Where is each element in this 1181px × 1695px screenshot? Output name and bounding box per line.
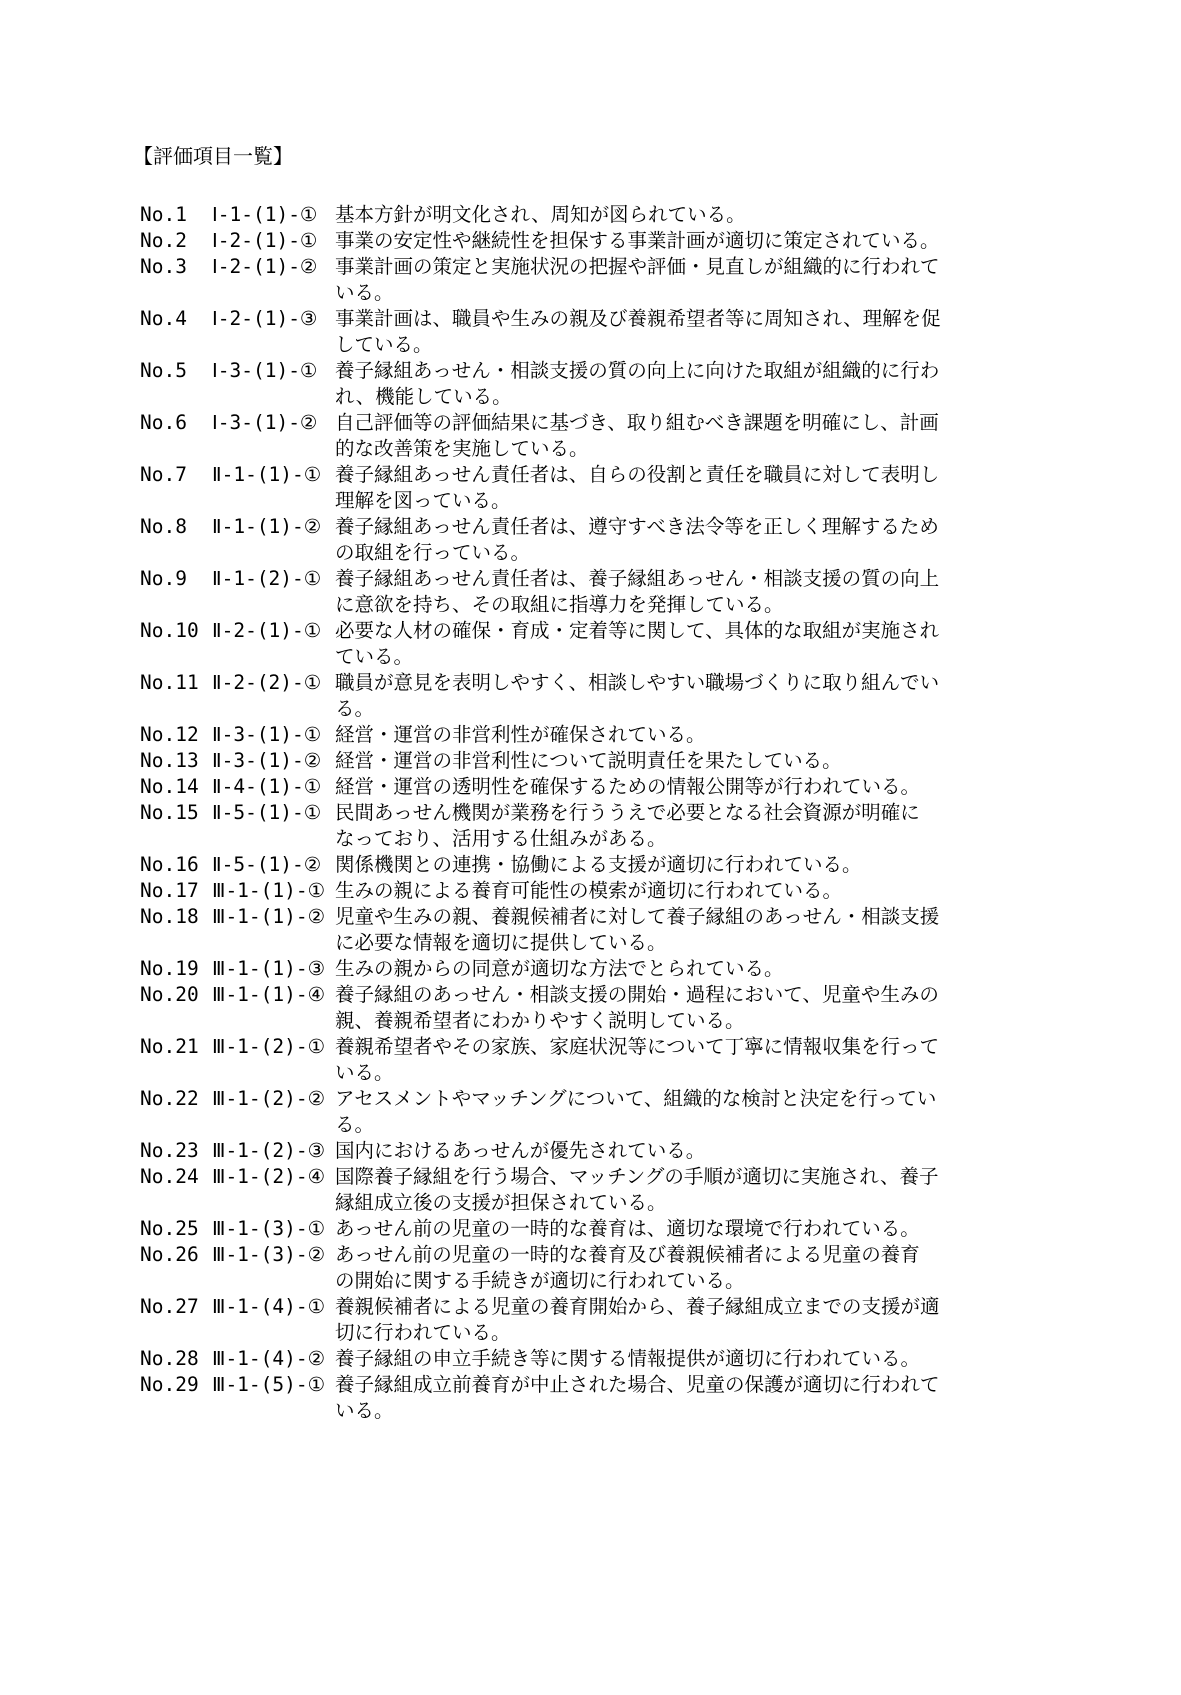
item-code: Ⅱ-3-(1)-① xyxy=(212,723,322,746)
item-number: No.21 xyxy=(140,1035,199,1058)
evaluation-item xyxy=(140,306,980,358)
item-code: Ⅲ-1-(2)-② xyxy=(212,1087,326,1110)
item-description xyxy=(335,1086,980,1138)
item-description xyxy=(335,800,980,852)
evaluation-item xyxy=(140,904,980,956)
item-description-line: いる。 xyxy=(335,281,394,304)
item-number: No.3 xyxy=(140,255,187,278)
evaluation-item xyxy=(140,618,980,670)
item-description-line: なっており、活用する仕組みがある。 xyxy=(335,827,667,850)
item-code: Ⅱ-1-(2)-① xyxy=(212,567,322,590)
item-description xyxy=(335,1346,980,1372)
item-code: Ⅲ-1-(1)-① xyxy=(212,879,326,902)
item-description xyxy=(335,1034,980,1086)
item-description xyxy=(335,1164,980,1216)
item-number: No.5 xyxy=(140,359,187,382)
item-description-line: 経営・運営の非営利性が確保されている。 xyxy=(335,723,706,746)
item-description xyxy=(335,228,980,254)
item-description-line: 自己評価等の評価結果に基づき、取り組むべき課題を明確にし、計画 xyxy=(335,411,939,434)
item-number: No.11 xyxy=(140,671,199,694)
evaluation-item xyxy=(140,566,980,618)
item-description-line: 経営・運営の非営利性について説明責任を果たしている。 xyxy=(335,749,842,772)
evaluation-item xyxy=(140,1294,980,1346)
item-description xyxy=(335,904,980,956)
item-code: Ⅱ-4-(1)-① xyxy=(212,775,322,798)
item-number: No.4 xyxy=(140,307,187,330)
item-description xyxy=(335,358,980,410)
item-code: Ⅲ-1-(4)-① xyxy=(212,1295,326,1318)
item-description xyxy=(335,514,980,566)
evaluation-item xyxy=(140,228,980,254)
item-description-line: 養子縁組あっせん責任者は、養子縁組あっせん・相談支援の質の向上 xyxy=(335,567,940,590)
item-description xyxy=(335,618,980,670)
item-description-line: 養子縁組のあっせん・相談支援の開始・過程において、児童や生みの xyxy=(335,983,939,1006)
item-code: Ⅲ-1-(2)-① xyxy=(212,1035,326,1058)
evaluation-item xyxy=(140,1086,980,1138)
item-code: Ⅰ-3-(1)-① xyxy=(212,359,318,382)
item-code: Ⅱ-2-(2)-① xyxy=(212,671,322,694)
item-description-line: 生みの親からの同意が適切な方法でとられている。 xyxy=(335,957,784,980)
item-description-line: 生みの親による養育可能性の模索が適切に行われている。 xyxy=(335,879,843,902)
item-number: No.20 xyxy=(140,983,199,1006)
item-description xyxy=(335,956,980,982)
item-description-line: 養子縁組成立前養育が中止された場合、児童の保護が適切に行われて xyxy=(335,1373,940,1396)
item-code: Ⅰ-2-(1)-① xyxy=(212,229,318,252)
evaluation-item xyxy=(140,878,980,904)
evaluation-item xyxy=(140,1346,980,1372)
item-code: Ⅱ-1-(1)-② xyxy=(212,515,322,538)
item-description xyxy=(335,462,980,514)
item-description-line: 関係機関との連携・協働による支援が適切に行われている。 xyxy=(335,853,862,876)
item-description-line: 的な改善策を実施している。 xyxy=(335,437,589,460)
item-code: Ⅲ-1-(2)-③ xyxy=(212,1139,326,1162)
evaluation-item xyxy=(140,748,980,774)
item-description xyxy=(335,878,980,904)
document-title: 【評価項目一覧】 xyxy=(133,144,293,168)
item-code: Ⅱ-5-(1)-② xyxy=(212,853,322,876)
item-description-line: 基本方針が明文化され、周知が図られている。 xyxy=(335,203,746,226)
item-number: No.9 xyxy=(140,567,187,590)
evaluation-item xyxy=(140,1216,980,1242)
item-number: No.15 xyxy=(140,801,199,824)
item-description-line: 理解を図っている。 xyxy=(335,489,511,512)
item-number: No.7 xyxy=(140,463,187,486)
item-description xyxy=(335,722,980,748)
evaluation-item xyxy=(140,202,980,228)
item-code: Ⅰ-2-(1)-② xyxy=(212,255,318,278)
item-description-line: る。 xyxy=(335,1113,375,1136)
item-description xyxy=(335,202,980,228)
item-number: No.22 xyxy=(140,1087,199,1110)
item-code: Ⅲ-1-(1)-② xyxy=(212,905,326,928)
item-number: No.17 xyxy=(140,879,199,902)
item-number: No.19 xyxy=(140,957,199,980)
item-number: No.25 xyxy=(140,1217,199,1240)
item-description-line: 事業計画は、職員や生みの親及び養親希望者等に周知され、理解を促 xyxy=(335,307,941,330)
item-description-line: る。 xyxy=(335,697,375,720)
evaluation-item xyxy=(140,1164,980,1216)
item-description-line: いる。 xyxy=(335,1061,394,1084)
item-number: No.16 xyxy=(140,853,199,876)
item-description-line: の取組を行っている。 xyxy=(335,541,531,564)
item-description-line: いる。 xyxy=(335,1399,394,1422)
item-description-line: 国際養子縁組を行う場合、マッチングの手順が適切に実施され、養子 xyxy=(335,1165,939,1188)
item-code: Ⅰ-2-(1)-③ xyxy=(212,307,318,330)
item-description-line: 縁組成立後の支援が担保されている。 xyxy=(335,1191,667,1214)
item-number: No.24 xyxy=(140,1165,199,1188)
item-code: Ⅰ-1-(1)-① xyxy=(212,203,318,226)
item-description-line: 必要な人材の確保・育成・定着等に関して、具体的な取組が実施され xyxy=(335,619,940,642)
item-code: Ⅱ-3-(1)-② xyxy=(212,749,322,772)
item-code: Ⅱ-1-(1)-① xyxy=(212,463,322,486)
item-number: No.26 xyxy=(140,1243,199,1266)
item-description-line: アセスメントやマッチングについて、組織的な検討と決定を行ってい xyxy=(335,1087,937,1110)
evaluation-item xyxy=(140,410,980,462)
item-description-line: れ、機能している。 xyxy=(335,385,512,408)
item-description-line: 養子縁組あっせん・相談支援の質の向上に向けた取組が組織的に行わ xyxy=(335,359,940,382)
item-code: Ⅲ-1-(3)-② xyxy=(212,1243,326,1266)
evaluation-item xyxy=(140,982,980,1034)
evaluation-item xyxy=(140,254,980,306)
item-description-line: ている。 xyxy=(335,645,414,668)
evaluation-item xyxy=(140,1372,980,1424)
item-description-line: 民間あっせん機関が業務を行ううえで必要となる社会資源が明確に xyxy=(335,801,920,824)
item-code: Ⅲ-1-(3)-① xyxy=(212,1217,326,1240)
item-code: Ⅲ-1-(1)-③ xyxy=(212,957,326,980)
item-description xyxy=(335,982,980,1034)
item-description xyxy=(335,1138,980,1164)
item-description-line: 養親希望者やその家族、家庭状況等について丁寧に情報収集を行って xyxy=(335,1035,940,1058)
item-description xyxy=(335,410,980,462)
item-description xyxy=(335,1216,980,1242)
item-description-line: 事業計画の策定と実施状況の把握や評価・見直しが組織的に行われて xyxy=(335,255,940,278)
item-description-line: 職員が意見を表明しやすく、相談しやすい職場づくりに取り組んでい xyxy=(335,671,940,694)
item-description-line: に必要な情報を適切に提供している。 xyxy=(335,931,667,954)
evaluation-item xyxy=(140,514,980,566)
item-description-line: 親、養親希望者にわかりやすく説明している。 xyxy=(335,1009,745,1032)
item-description-line: 経営・運営の透明性を確保するための情報公開等が行われている。 xyxy=(335,775,921,798)
item-code: Ⅲ-1-(5)-① xyxy=(212,1373,326,1396)
item-description xyxy=(335,306,980,358)
item-number: No.18 xyxy=(140,905,199,928)
item-code: Ⅱ-5-(1)-① xyxy=(212,801,322,824)
item-description-line: 切に行われている。 xyxy=(335,1321,511,1344)
item-description-line: 児童や生みの親、養親候補者に対して養子縁組のあっせん・相談支援 xyxy=(335,905,940,928)
evaluation-item xyxy=(140,1034,980,1086)
item-code: Ⅱ-2-(1)-① xyxy=(212,619,322,642)
item-description-line: 養子縁組あっせん責任者は、自らの役割と責任を職員に対して表明し xyxy=(335,463,940,486)
item-number: No.14 xyxy=(140,775,199,798)
item-number: No.28 xyxy=(140,1347,199,1370)
item-description xyxy=(335,566,980,618)
item-description xyxy=(335,1242,980,1294)
item-code: Ⅲ-1-(4)-② xyxy=(212,1347,326,1370)
item-number: No.2 xyxy=(140,229,187,252)
item-code: Ⅰ-3-(1)-② xyxy=(212,411,318,434)
evaluation-item xyxy=(140,1242,980,1294)
item-description xyxy=(335,774,980,800)
evaluation-item-list xyxy=(140,202,980,1424)
item-description-line: あっせん前の児童の一時的な養育は、適切な環境で行われている。 xyxy=(335,1217,920,1240)
item-description xyxy=(335,748,980,774)
item-description xyxy=(335,1372,980,1424)
item-number: No.27 xyxy=(140,1295,199,1318)
evaluation-item xyxy=(140,358,980,410)
item-number: No.10 xyxy=(140,619,199,642)
item-description-line: 養子縁組の申立手続き等に関する情報提供が適切に行われている。 xyxy=(335,1347,921,1370)
evaluation-item xyxy=(140,462,980,514)
item-description-line: 養親候補者による児童の養育開始から、養子縁組成立までの支援が適 xyxy=(335,1295,940,1318)
evaluation-item xyxy=(140,670,980,722)
item-number: No.13 xyxy=(140,749,199,772)
item-number: No.6 xyxy=(140,411,187,434)
evaluation-item xyxy=(140,852,980,878)
item-description-line: している。 xyxy=(335,333,433,356)
evaluation-item xyxy=(140,956,980,982)
item-description-line: の開始に関する手続きが適切に行われている。 xyxy=(335,1269,745,1292)
item-description-line: に意欲を持ち、その取組に指導力を発揮している。 xyxy=(335,593,784,616)
item-description-line: 事業の安定性や継続性を担保する事業計画が適切に策定されている。 xyxy=(335,229,940,252)
item-number: No.1 xyxy=(140,203,187,226)
item-code: Ⅲ-1-(2)-④ xyxy=(212,1165,326,1188)
item-number: No.23 xyxy=(140,1139,199,1162)
evaluation-item xyxy=(140,774,980,800)
item-number: No.29 xyxy=(140,1373,199,1396)
item-description-line: 養子縁組あっせん責任者は、遵守すべき法令等を正しく理解するため xyxy=(335,515,939,538)
item-description xyxy=(335,852,980,878)
item-code: Ⅲ-1-(1)-④ xyxy=(212,983,326,1006)
item-number: No.8 xyxy=(140,515,187,538)
item-description xyxy=(335,254,980,306)
evaluation-item xyxy=(140,800,980,852)
item-number: No.12 xyxy=(140,723,199,746)
item-description-line: あっせん前の児童の一時的な養育及び養親候補者による児童の養育 xyxy=(335,1243,920,1266)
item-description-line: 国内におけるあっせんが優先されている。 xyxy=(335,1139,706,1162)
evaluation-item xyxy=(140,1138,980,1164)
item-description xyxy=(335,1294,980,1346)
item-description xyxy=(335,670,980,722)
evaluation-item xyxy=(140,722,980,748)
